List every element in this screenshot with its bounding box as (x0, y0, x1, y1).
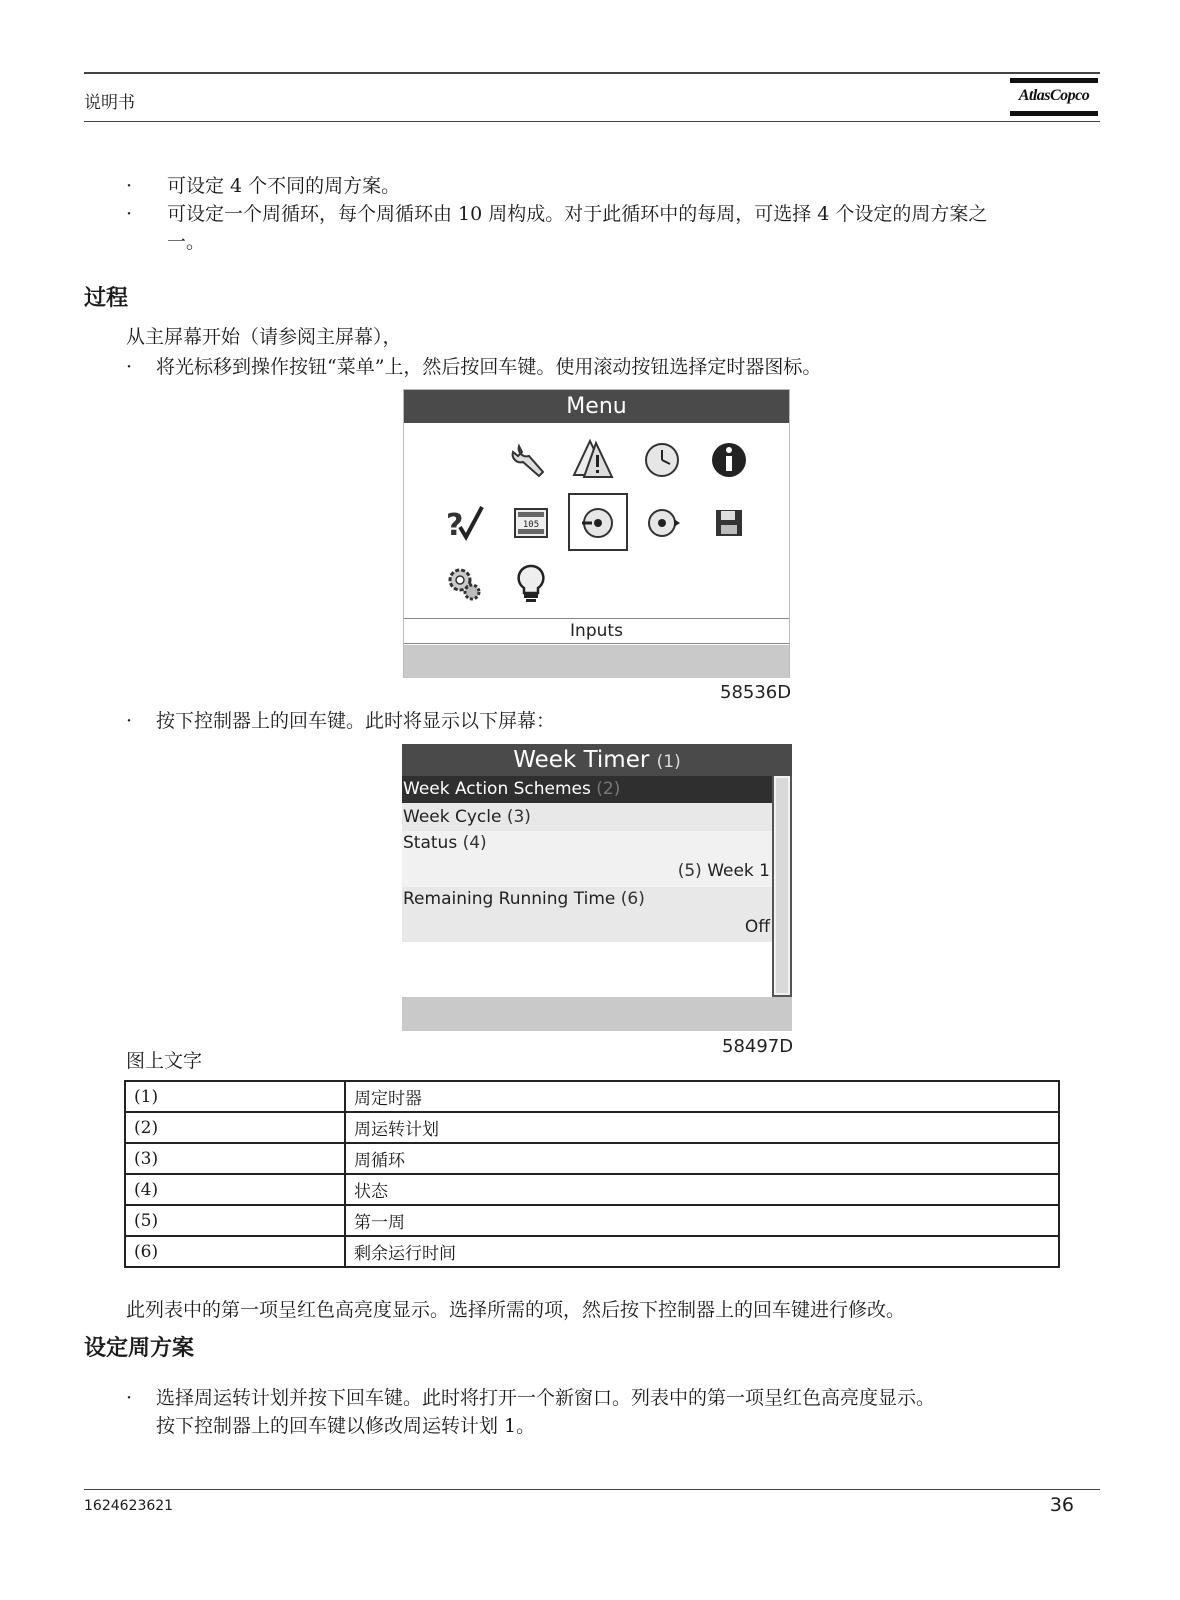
bullet: · (126, 175, 133, 197)
svg-text:105: 105 (522, 520, 540, 530)
after-table-text: 此列表中的第一项呈红色高亮度显示。选择所需的项，然后按下控制器上的回车键进行修改。 (126, 1299, 906, 1321)
process-bullet-2: 按下控制器上的回车键。此时将显示以下屏幕： (156, 710, 556, 732)
week-timer-title: Week Timer (1) (402, 744, 792, 776)
section-heading-process: 过程 (84, 286, 129, 311)
warning-icon[interactable] (572, 437, 616, 481)
menu-screen (403, 389, 790, 678)
menu-selected-label: Inputs (570, 621, 623, 641)
header-rule-top (84, 72, 1100, 74)
legend-caption: 图上文字 (126, 1050, 203, 1072)
legend-table (124, 1080, 1060, 1268)
intro-bullet-1: 可设定 4 个不同的周方案。 (167, 175, 401, 197)
svg-text:?: ? (446, 508, 464, 543)
info-icon[interactable] (707, 438, 751, 482)
gear-icon[interactable] (442, 562, 486, 606)
footer-rule (84, 1489, 1100, 1490)
table-row: (1) 周定时器 (125, 1081, 1059, 1112)
scheme-bullet-line-2: 按下控制器上的回车键以修改周运转计划 1。 (156, 1415, 536, 1437)
intro-bullet-2-cont: 一。 (167, 231, 206, 253)
wrench-icon[interactable] (509, 438, 553, 482)
menu-separator (404, 618, 789, 619)
section-heading-set-week-scheme: 设定周方案 (84, 1336, 195, 1361)
status-value: Week 1 (707, 861, 770, 881)
table-row: (3) 周循环 (125, 1143, 1059, 1174)
scrollbar[interactable] (772, 776, 792, 997)
week-timer-footer-bar (402, 997, 792, 1031)
table-row: (4) 状态 (125, 1174, 1059, 1205)
intro-bullet-2: 可设定一个周循环，每个周循环由 10 周构成。对于此循环中的每周，可选择 4 个设定的周方案之 (167, 203, 988, 225)
menu-title: Menu (404, 390, 789, 423)
table-row: (2) 周运转计划 (125, 1112, 1059, 1143)
menu-item-status[interactable]: Status (4) (5) Week 1 (402, 831, 772, 887)
bullet: · (126, 203, 133, 225)
save-icon[interactable] (707, 501, 751, 545)
remaining-time-value: Off (744, 917, 770, 937)
restart-icon[interactable] (642, 501, 686, 545)
atlas-copco-logo: AtlasCopco (1010, 78, 1098, 120)
menu-separator (404, 643, 789, 644)
header-title: 说明书 (84, 93, 135, 113)
clock-icon[interactable] (640, 438, 684, 482)
scheme-bullet-line-1: 选择周运转计划并按下回车键。此时将打开一个新窗口。列表中的第一项呈红色高亮度显示。 (156, 1387, 936, 1409)
counter-icon[interactable] (509, 501, 553, 545)
table-row: (5) 第一周 (125, 1205, 1059, 1236)
bullet: · (126, 1387, 133, 1409)
figure-code-menu: 58536D (720, 682, 792, 703)
bullet: · (126, 356, 133, 378)
figure-code-week-timer: 58497D (722, 1036, 794, 1057)
process-intro: 从主屏幕开始（请参阅主屏幕）， (126, 326, 402, 348)
header-rule-bottom (84, 121, 1100, 122)
table-row: (6) 剩余运行时间 (125, 1236, 1059, 1267)
menu-footer-bar (404, 645, 789, 678)
lightbulb-icon[interactable] (509, 562, 553, 606)
week-timer-screen (402, 744, 792, 1031)
scrollbar-thumb[interactable] (776, 778, 788, 993)
menu-item-remaining-running-time[interactable]: Remaining Running Time (6) Off (402, 887, 772, 942)
timer-icon[interactable] (576, 501, 620, 545)
process-bullet-1: 将光标移到操作按钮“菜单”上，然后按回车键。使用滚动按钮选择定时器图标。 (156, 356, 822, 378)
menu-item-week-cycle[interactable]: Week Cycle (3) (402, 803, 772, 831)
doc-number: 1624623621 (84, 1498, 174, 1514)
menu-item-week-action-schemes[interactable]: Week Action Schemes (2) (402, 776, 772, 803)
bullet: · (126, 710, 133, 732)
check-icon[interactable] (442, 501, 486, 545)
page-number: 36 (1049, 1494, 1074, 1516)
